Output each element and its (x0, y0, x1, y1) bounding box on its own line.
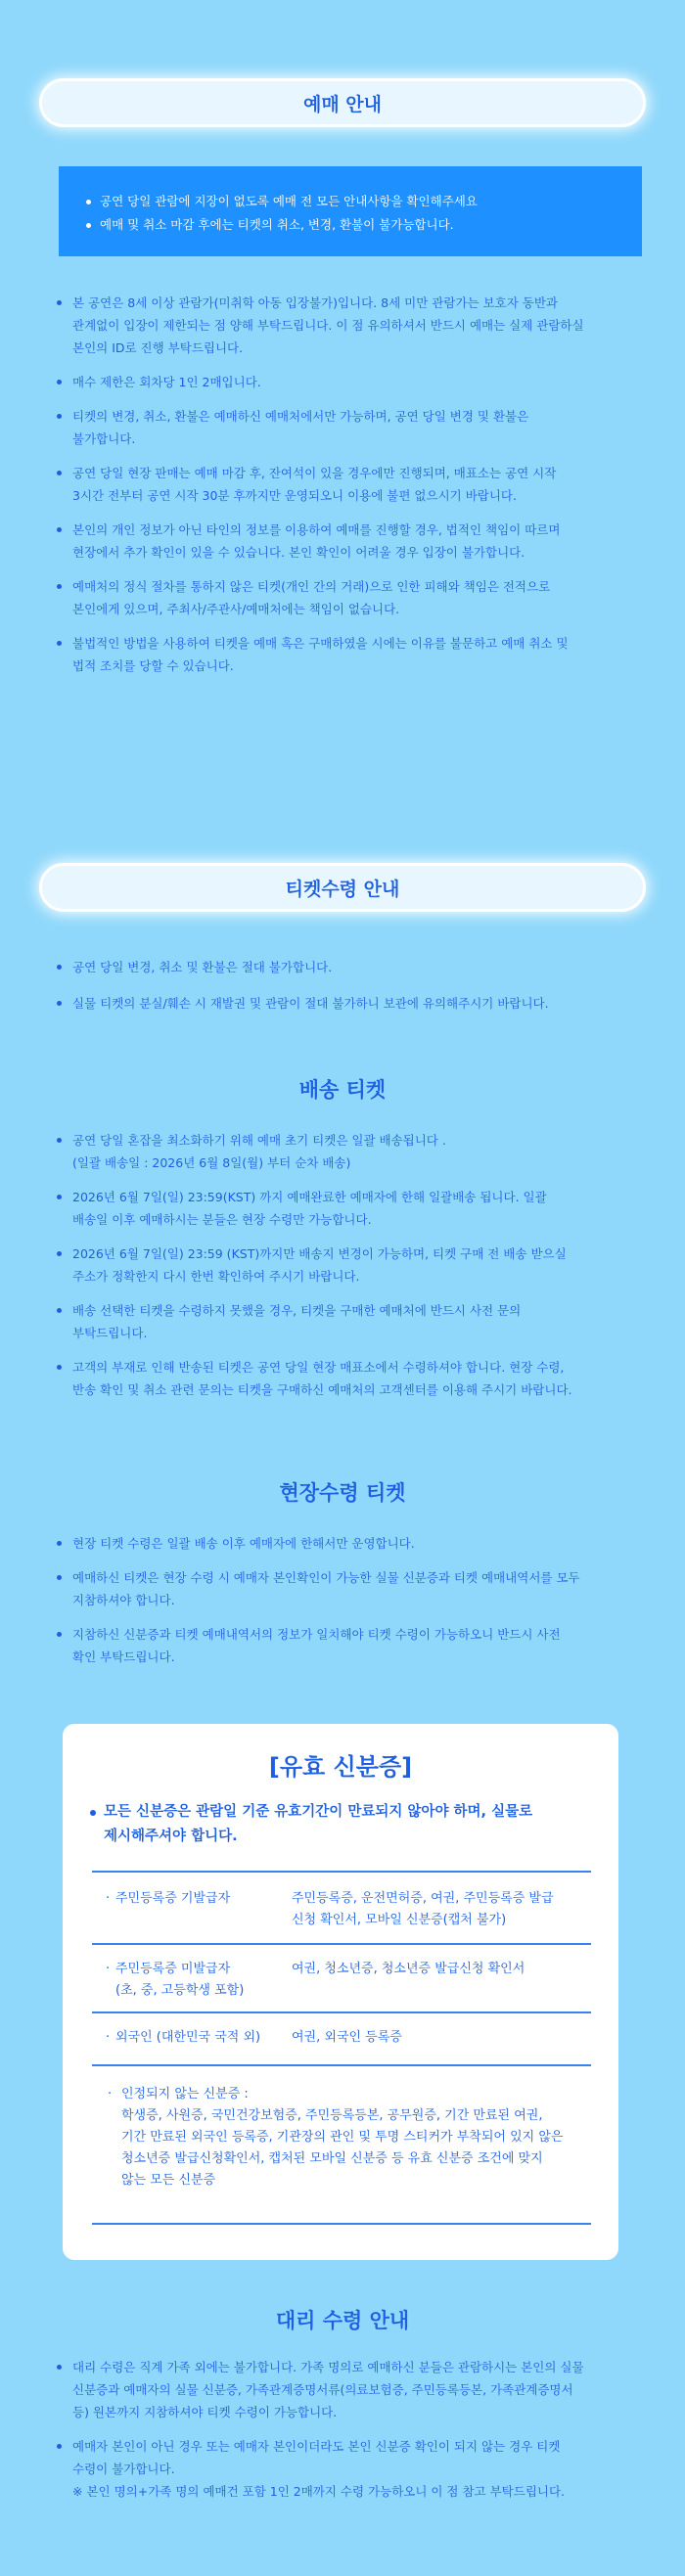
valid-id-intro-text: 모든 신분증은 관람일 기준 유효기간이 만료되지 않아야 하며, 실물로 제시해주셔야 합니다. (104, 1804, 533, 1844)
notice-item: 공연 당일 관람에 지장이 없도록 예매 전 모든 안내사항을 확인해주세요 (86, 190, 642, 213)
proxy-list (55, 2356, 624, 2503)
list-item: 공연 당일 변경, 취소 및 환불은 절대 불가합니다. (55, 956, 624, 978)
notice-item: 예매 및 취소 마감 후에는 티켓의 취소, 변경, 환불이 불가능합니다. (86, 213, 642, 237)
list-item: 실물 티켓의 분실/훼손 시 재발권 및 관람이 절대 불가하니 보관에 유의해주시기 바랍니다. (55, 992, 624, 1015)
onsite-heading: 현장수령 티켓 (279, 1481, 406, 1505)
list-item: 불법적인 방법을 사용하여 티켓을 예매 혹은 구매하였을 시에는 이유를 불문하고 예매 취소 및 법적 조치를 당할 수 있습니다. (55, 632, 624, 677)
valid-id-card (63, 1724, 618, 2260)
id-row-label: · 주민등록증 기발급자 (106, 1888, 301, 1910)
id-row-value: 여권, 청소년증, 청소년증 발급신청 확인서 (292, 1962, 525, 1976)
delivery-heading: 배송 티켓 (298, 1078, 387, 1102)
onsite-list (55, 1532, 624, 1668)
ticket-list (55, 956, 624, 1015)
list-item: 예매처의 정식 절차를 통하지 않은 티켓(개인 간의 거래)으로 인한 피해와 책임은 전적으로 본인에게 있으며, 주최사/주관사/예매처에는 책임이 없습니다. (55, 575, 624, 620)
list-item: 매수 제한은 회차당 1인 2매입니다. (55, 371, 624, 393)
divider (92, 2223, 591, 2225)
booking-title: 예매 안내 (302, 93, 383, 115)
ticket-title: 티켓수령 안내 (285, 878, 400, 900)
id-row-label: · 주민등록증 미발급자 (초, 중, 고등학생 포함) (106, 1959, 301, 2002)
list-item: 예매하신 티켓은 현장 수령 시 예매자 본인확인이 가능한 실물 신분증과 티켓 예매내역서를 모두 지참하셔야 합니다. (55, 1566, 624, 1611)
list-item: 2026년 6월 7일(일) 23:59 (KST)까지만 배송지 변경이 가능하며, 티켓 구매 전 배송 받으실 주소가 정확한지 다시 한번 확인하여 주시기 바랍니다. (55, 1243, 624, 1288)
list-item: 공연 당일 현장 판매는 예매 마감 후, 잔여석이 있을 경우에만 진행되며, 매표소는 공연 시작 3시간 전부터 공연 시작 30분 후까지만 운영되오니 이용에 불편 없으시기 바랍니다. (55, 462, 624, 507)
list-item: 고객의 부재로 인해 반송된 티켓은 공연 당일 현장 매표소에서 수령하셔야 합니다. 현장 수령, 반송 확인 및 취소 관련 문의는 티켓을 구매하신 예매처의 고객센터를 이용해 주시기 바랍니다. (55, 1356, 624, 1401)
valid-id-intro (88, 1800, 593, 1849)
divider (92, 1943, 591, 1945)
list-item: 배송 선택한 티켓을 수령하지 못했을 경우, 티켓을 구매한 예매처에 반드시 사전 문의 부탁드립니다. (55, 1299, 624, 1344)
delivery-list (55, 1129, 624, 1401)
list-item: 지참하신 신분증과 티켓 예매내역서의 정보가 일치해야 티켓 수령이 가능하오니 반드시 사전 확인 부탁드립니다. (55, 1623, 624, 1668)
list-item: 본인의 개인 정보가 아닌 타인의 정보를 이용하여 예매를 진행할 경우, 법적인 책임이 따르며 현장에서 추가 확인이 있을 수 있습니다. 본인 확인이 어려울 경우 입장이 불가합니다. (55, 519, 624, 564)
divider (92, 2064, 591, 2066)
list-item: 현장 티켓 수령은 일괄 배송 이후 예매자에 한해서만 운영합니다. (55, 1532, 624, 1555)
list-item: 2026년 6월 7일(일) 23:59(KST) 까지 예매완료한 예매자에 한해 일괄배송 됩니다. 일괄 배송일 이후 예매하시는 분들은 현장 수령만 가능합니다. (55, 1186, 624, 1231)
id-row-label: · 외국인 (대한민국 국적 외) (106, 2027, 301, 2049)
id-row-value: 여권, 외국인 등록증 (292, 2030, 402, 2045)
ticket-section-title (39, 863, 646, 912)
valid-id-title: [유효 신분증] (268, 1753, 413, 1781)
divider (92, 1871, 591, 1873)
booking-list (55, 292, 624, 677)
list-item: 티켓의 변경, 취소, 환불은 예매하신 예매처에서만 가능하며, 공연 당일 변경 및 환불은 불가합니다. (55, 405, 624, 450)
list-item: 본 공연은 8세 이상 관람가(미취학 아동 입장불가)입니다. 8세 미만 관람가는 보호자 동반과 관계없이 입장이 제한되는 점 양해 부탁드립니다. 이 점 유의하셔서 반드시 예매는 실제 관람하실 본인의 ID로 진행 부탁드립니다. (55, 292, 624, 359)
list-item: 대리 수령은 직계 가족 외에는 불가합니다. 가족 명의로 예매하신 분들은 관람하시는 본인의 실물 신분증과 예매자의 실물 신분증, 가족관계증명서류(의료보험증, 주민등록등본, 가족관계증명서 등) 원본까지 지참하셔야 티켓 수령이 가능합니다. (55, 2356, 624, 2423)
divider (92, 2011, 591, 2013)
id-row-value: 주민등록증, 운전면허증, 여권, 주민등록증 발급 신청 확인서, 모바일 신분증(캡처 불가) (292, 1891, 554, 1927)
list-item: 공연 당일 혼잡을 최소화하기 위해 예매 초기 티켓은 일괄 배송됩니다 . (일괄 배송일 : 2026년 6월 8일(월) 부터 순차 배송) (55, 1129, 624, 1174)
notice-box (59, 166, 642, 256)
list-item: 예매자 본인이 아닌 경우 또는 예매자 본인이더라도 본인 신분증 확인이 되지 않는 경우 티켓 수령이 불가합니다. ※ 본인 명의+가족 명의 예매건 포함 1인 2매까지 수령 가능하오니 이 점 참고 부탁드립니다. (55, 2435, 624, 2503)
proxy-heading: 대리 수령 안내 (275, 2309, 410, 2332)
booking-section-title (39, 78, 646, 127)
invalid-id-note: · 인정되지 않는 신분증 : 학생증, 사원증, 국민건강보험증, 주민등록등본, 공무원증, 기간 만료된 여권, 기간 만료된 외국인 등록증, 기관장의 관인 및 투명 스티커가 부착되어 있지 않은 청소년증 발급신청확인서, 캡처된 모바일 신분증 등 유효 신분증 조건에 맞지 않는 모든 신분증 (106, 2084, 581, 2192)
